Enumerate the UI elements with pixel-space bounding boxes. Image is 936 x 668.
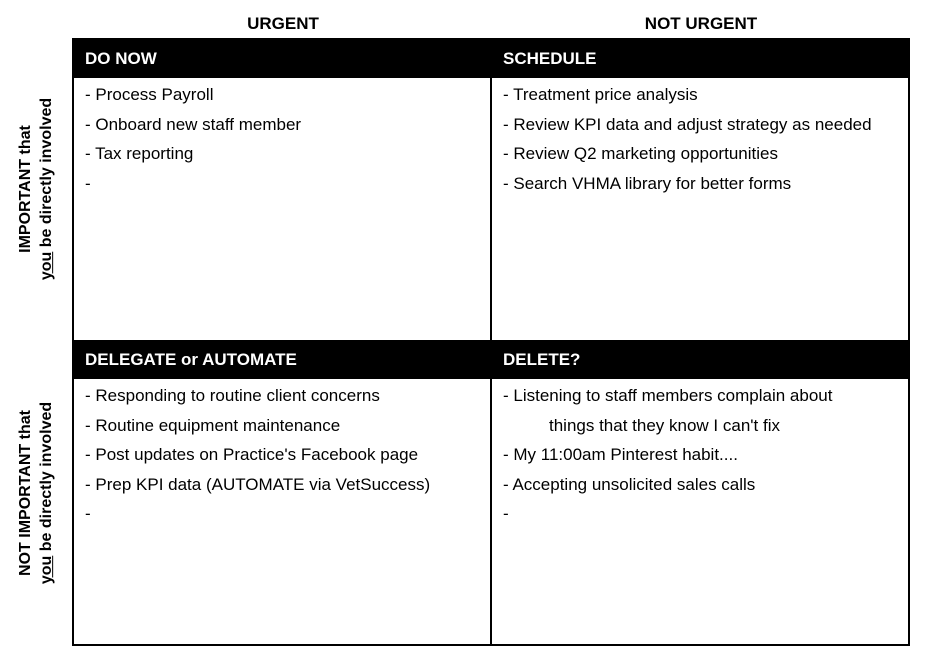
quadrant-list-delegate (74, 379, 490, 529)
list-item: - Review Q2 marketing opportunities (503, 144, 778, 163)
list-item: - Prep KPI data (AUTOMATE via VetSuccess) (85, 474, 431, 494)
quadrant-title-delete: DELETE? (492, 341, 908, 379)
row-label-important (0, 38, 72, 340)
list-item: - Responding to routine client concerns (85, 386, 380, 405)
row-label-not-important-line1: NOT IMPORTANT that (17, 410, 34, 576)
row-label-important-you: you (38, 251, 55, 281)
list-item: - Tax reporting (85, 144, 194, 163)
list-item: - Review KPI data and adjust strategy as needed (503, 114, 872, 134)
quadrant-schedule (492, 40, 908, 341)
column-header-not-urgent: NOT URGENT (644, 14, 758, 33)
row-label-important-line2: you be directly involved (38, 97, 55, 281)
list-item: - Post updates on Practice's Facebook page (85, 445, 419, 464)
list-item: - Onboard new staff member (85, 114, 302, 134)
quadrant-do-now (74, 40, 492, 341)
list-item: - Process Payroll (85, 85, 214, 104)
eisenhower-matrix (72, 38, 910, 646)
row-label-important-line1: IMPORTANT that (17, 125, 34, 253)
quadrant-delete (492, 341, 908, 644)
list-item: - (85, 173, 91, 193)
quadrant-title-schedule: SCHEDULE (492, 40, 908, 78)
quadrant-delegate (74, 341, 492, 644)
list-item: - (503, 504, 509, 523)
list-item: - Accepting unsolicited sales calls (503, 474, 756, 494)
list-item: - Treatment price analysis (503, 85, 698, 104)
list-item: - Search VHMA library for better forms (503, 173, 792, 193)
row-label-not-important-you: you (38, 555, 55, 585)
row-label-not-important-line2: you be directly involved (38, 401, 55, 585)
quadrant-list-delete (492, 379, 908, 529)
quadrant-title-do-now: DO NOW (74, 40, 490, 78)
list-item-continuation-text: things that they know I can't fix (549, 415, 780, 435)
quadrant-list-schedule (492, 78, 908, 198)
list-item: - Routine equipment maintenance (85, 415, 341, 435)
list-item: - My 11:00am Pinterest habit.... (503, 445, 738, 464)
list-item-continuation (503, 411, 908, 441)
quadrant-list-do-now (74, 78, 490, 198)
column-header-urgent: URGENT (247, 14, 319, 33)
list-item: - Listening to staff members complain about (503, 386, 833, 405)
list-item: - (85, 504, 91, 523)
quadrant-title-delegate: DELEGATE or AUTOMATE (74, 341, 490, 379)
row-label-not-important (0, 340, 72, 646)
